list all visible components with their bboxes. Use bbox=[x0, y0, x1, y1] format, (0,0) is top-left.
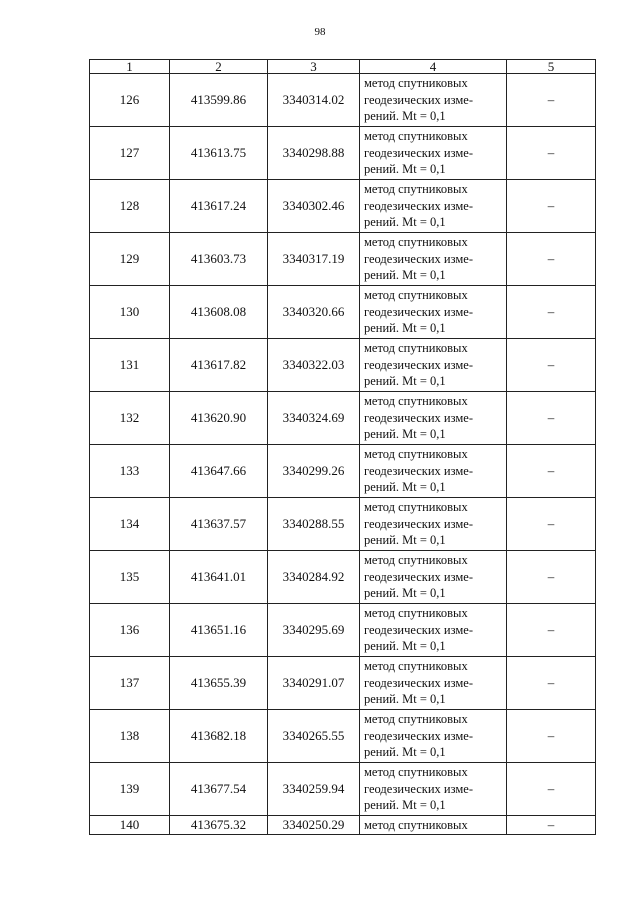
method-line: рений. Mt = 0,1 bbox=[364, 374, 446, 389]
x-coordinate-cell: 413637.57 bbox=[170, 498, 268, 551]
method-line: метод спутниковых bbox=[364, 659, 468, 674]
note-cell: – bbox=[507, 816, 596, 835]
method-line: метод спутниковых bbox=[364, 500, 468, 515]
x-coordinate-cell: 413682.18 bbox=[170, 710, 268, 763]
y-coordinate-cell: 3340320.66 bbox=[268, 286, 360, 339]
note-cell: – bbox=[507, 657, 596, 710]
method-line: метод спутниковых bbox=[364, 712, 468, 727]
table-row bbox=[90, 551, 596, 604]
table-row bbox=[90, 498, 596, 551]
x-coordinate-cell: 413603.73 bbox=[170, 233, 268, 286]
y-coordinate-cell: 3340322.03 bbox=[268, 339, 360, 392]
method-line: рений. Mt = 0,1 bbox=[364, 639, 446, 654]
page-number: 98 bbox=[314, 26, 326, 38]
x-coordinate-cell: 413655.39 bbox=[170, 657, 268, 710]
method-cell bbox=[360, 180, 507, 233]
method-line: рений. Mt = 0,1 bbox=[364, 692, 446, 707]
point-number-cell: 137 bbox=[90, 657, 170, 710]
point-number-cell: 134 bbox=[90, 498, 170, 551]
y-coordinate-cell: 3340291.07 bbox=[268, 657, 360, 710]
method-cell bbox=[360, 339, 507, 392]
note-cell: – bbox=[507, 339, 596, 392]
note-cell: – bbox=[507, 74, 596, 127]
table-row bbox=[90, 127, 596, 180]
method-cell bbox=[360, 604, 507, 657]
table-row bbox=[90, 74, 596, 127]
point-number-cell: 133 bbox=[90, 445, 170, 498]
x-coordinate-cell: 413599.86 bbox=[170, 74, 268, 127]
method-line: рений. Mt = 0,1 bbox=[364, 533, 446, 548]
method-line: рений. Mt = 0,1 bbox=[364, 215, 446, 230]
method-line: геодезических изме- bbox=[364, 251, 473, 266]
method-line: рений. Mt = 0,1 bbox=[364, 480, 446, 495]
method-line: геодезических изме- bbox=[364, 569, 473, 584]
table-row bbox=[90, 816, 596, 835]
method-line: геодезических изме- bbox=[364, 622, 473, 637]
method-line: метод спутниковых bbox=[364, 606, 468, 621]
y-coordinate-cell: 3340250.29 bbox=[268, 816, 360, 835]
x-coordinate-cell: 413641.01 bbox=[170, 551, 268, 604]
table-row bbox=[90, 180, 596, 233]
point-number-cell: 131 bbox=[90, 339, 170, 392]
method-line: метод спутниковых bbox=[364, 394, 468, 409]
table-header-row bbox=[90, 60, 596, 74]
method-cell bbox=[360, 657, 507, 710]
coordinates-table bbox=[89, 59, 596, 835]
method-line: метод спутниковых bbox=[364, 235, 468, 250]
note-cell: – bbox=[507, 604, 596, 657]
method-line: рений. Mt = 0,1 bbox=[364, 798, 446, 813]
point-number-cell: 132 bbox=[90, 392, 170, 445]
table-row bbox=[90, 286, 596, 339]
method-cell bbox=[360, 286, 507, 339]
method-line: рений. Mt = 0,1 bbox=[364, 321, 446, 336]
x-coordinate-cell: 413651.16 bbox=[170, 604, 268, 657]
method-line: рений. Mt = 0,1 bbox=[364, 268, 446, 283]
note-cell: – bbox=[507, 127, 596, 180]
y-coordinate-cell: 3340288.55 bbox=[268, 498, 360, 551]
method-cell bbox=[360, 392, 507, 445]
y-coordinate-cell: 3340324.69 bbox=[268, 392, 360, 445]
method-line: рений. Mt = 0,1 bbox=[364, 162, 446, 177]
method-line: метод спутниковых bbox=[364, 288, 468, 303]
note-cell: – bbox=[507, 286, 596, 339]
column-header-4: 4 bbox=[360, 60, 507, 74]
column-header-5: 5 bbox=[507, 60, 596, 74]
note-cell: – bbox=[507, 763, 596, 816]
y-coordinate-cell: 3340298.88 bbox=[268, 127, 360, 180]
point-number-cell: 128 bbox=[90, 180, 170, 233]
method-line: геодезических изме- bbox=[364, 145, 473, 160]
point-number-cell: 130 bbox=[90, 286, 170, 339]
table-row bbox=[90, 392, 596, 445]
method-line: метод спутниковых bbox=[364, 76, 468, 91]
point-number-cell: 136 bbox=[90, 604, 170, 657]
x-coordinate-cell: 413675.32 bbox=[170, 816, 268, 835]
method-line: рений. Mt = 0,1 bbox=[364, 586, 446, 601]
table-row bbox=[90, 445, 596, 498]
x-coordinate-cell: 413620.90 bbox=[170, 392, 268, 445]
method-cell bbox=[360, 498, 507, 551]
method-line: метод спутниковых bbox=[364, 447, 468, 462]
point-number-cell: 139 bbox=[90, 763, 170, 816]
y-coordinate-cell: 3340299.26 bbox=[268, 445, 360, 498]
table-row bbox=[90, 657, 596, 710]
method-line: метод спутниковых bbox=[364, 817, 468, 832]
method-line: геодезических изме- bbox=[364, 516, 473, 531]
method-cell bbox=[360, 74, 507, 127]
y-coordinate-cell: 3340317.19 bbox=[268, 233, 360, 286]
y-coordinate-cell: 3340302.46 bbox=[268, 180, 360, 233]
method-line: геодезических изме- bbox=[364, 357, 473, 372]
note-cell: – bbox=[507, 710, 596, 763]
method-line: метод спутниковых bbox=[364, 129, 468, 144]
note-cell: – bbox=[507, 498, 596, 551]
method-line: рений. Mt = 0,1 bbox=[364, 109, 446, 124]
method-line: геодезических изме- bbox=[364, 728, 473, 743]
y-coordinate-cell: 3340284.92 bbox=[268, 551, 360, 604]
column-header-3: 3 bbox=[268, 60, 360, 74]
y-coordinate-cell: 3340265.55 bbox=[268, 710, 360, 763]
method-cell bbox=[360, 710, 507, 763]
point-number-cell: 126 bbox=[90, 74, 170, 127]
method-cell bbox=[360, 445, 507, 498]
method-line: геодезических изме- bbox=[364, 92, 473, 107]
y-coordinate-cell: 3340259.94 bbox=[268, 763, 360, 816]
method-line: геодезических изме- bbox=[364, 410, 473, 425]
column-header-2: 2 bbox=[170, 60, 268, 74]
x-coordinate-cell: 413617.82 bbox=[170, 339, 268, 392]
method-line: метод спутниковых bbox=[364, 341, 468, 356]
note-cell: – bbox=[507, 445, 596, 498]
x-coordinate-cell: 413617.24 bbox=[170, 180, 268, 233]
table-body bbox=[90, 74, 596, 835]
x-coordinate-cell: 413608.08 bbox=[170, 286, 268, 339]
method-line: рений. Mt = 0,1 bbox=[364, 427, 446, 442]
method-line: геодезических изме- bbox=[364, 463, 473, 478]
note-cell: – bbox=[507, 392, 596, 445]
method-line: метод спутниковых bbox=[364, 182, 468, 197]
table-row bbox=[90, 763, 596, 816]
method-line: метод спутниковых bbox=[364, 553, 468, 568]
method-cell bbox=[360, 816, 507, 835]
y-coordinate-cell: 3340314.02 bbox=[268, 74, 360, 127]
method-line: геодезических изме- bbox=[364, 675, 473, 690]
column-header-1: 1 bbox=[90, 60, 170, 74]
method-line: рений. Mt = 0,1 bbox=[364, 745, 446, 760]
method-line: геодезических изме- bbox=[364, 304, 473, 319]
x-coordinate-cell: 413613.75 bbox=[170, 127, 268, 180]
method-line: геодезических изме- bbox=[364, 781, 473, 796]
note-cell: – bbox=[507, 180, 596, 233]
x-coordinate-cell: 413647.66 bbox=[170, 445, 268, 498]
method-line: метод спутниковых bbox=[364, 765, 468, 780]
table-row bbox=[90, 604, 596, 657]
x-coordinate-cell: 413677.54 bbox=[170, 763, 268, 816]
note-cell: – bbox=[507, 233, 596, 286]
point-number-cell: 140 bbox=[90, 816, 170, 835]
method-cell bbox=[360, 233, 507, 286]
point-number-cell: 127 bbox=[90, 127, 170, 180]
method-cell bbox=[360, 763, 507, 816]
table-row bbox=[90, 233, 596, 286]
note-cell: – bbox=[507, 551, 596, 604]
point-number-cell: 129 bbox=[90, 233, 170, 286]
table-row bbox=[90, 339, 596, 392]
method-line: геодезических изме- bbox=[364, 198, 473, 213]
point-number-cell: 135 bbox=[90, 551, 170, 604]
y-coordinate-cell: 3340295.69 bbox=[268, 604, 360, 657]
method-cell bbox=[360, 551, 507, 604]
point-number-cell: 138 bbox=[90, 710, 170, 763]
method-cell bbox=[360, 127, 507, 180]
table-row bbox=[90, 710, 596, 763]
